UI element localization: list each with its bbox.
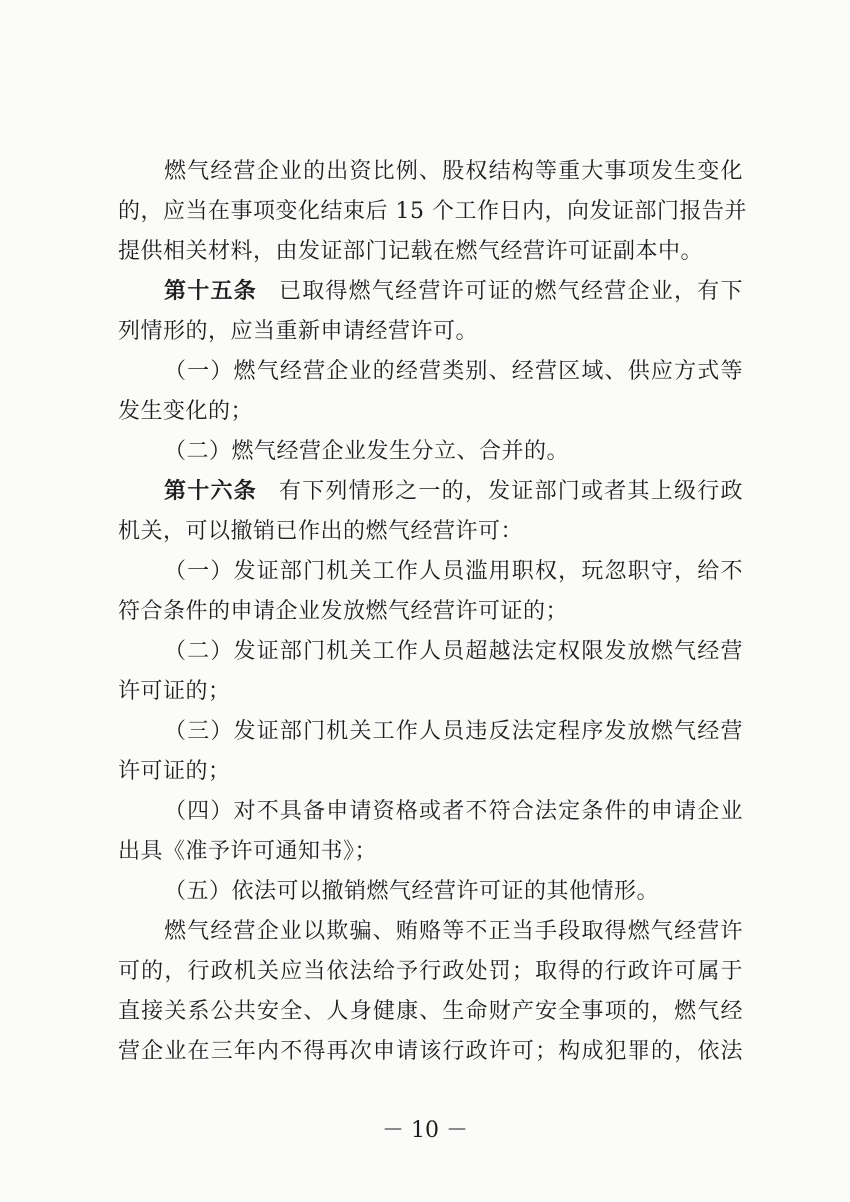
article-15-item-1 [118,352,743,432]
text-line: 符合条件的申请企业发放燃气经营许可证的； [118,599,569,624]
text-line: 出具《准予许可通知书》； [118,839,378,864]
text-line: 提供相关材料，由发证部门记载在燃气经营许可证副本中。 [118,239,704,264]
text-line [118,472,743,512]
text-line: 发生变化的； [118,399,254,424]
article-16-item-3 [118,712,743,792]
text-line: （二）燃气经营企业发生分立、合并的。 [164,439,570,464]
text-line: 可的，行政机关应当依法给予行政处罚；取得的行政许可属于 [118,959,743,984]
article-16-item-5 [118,872,743,912]
text-line: 机关，可以撤销已作出的燃气经营许可： [118,519,524,544]
paragraph-fraud-penalty [118,912,743,1072]
text-line: 燃气经营企业以欺骗、贿赂等不正当手段取得燃气经营许 [164,919,743,944]
text-line: 许可证的； [118,679,231,704]
text-line: （三）发证部门机关工作人员违反法定程序发放燃气经营 [164,719,743,744]
article-16-item-2 [118,632,743,712]
text-line: （一）发证部门机关工作人员滥用职权，玩忽职守，给不 [164,559,743,584]
text-line: （五）依法可以撤销燃气经营许可证的其他情形。 [164,879,660,904]
article-text: 已取得燃气经营许可证的燃气经营企业，有下 [278,279,743,304]
text-line [118,272,743,312]
document-body [118,152,747,1072]
text-line: （二）发证部门机关工作人员超越法定权限发放燃气经营 [164,639,743,664]
article-label: 第十五条 [164,279,257,304]
article-16-item-1 [118,552,743,632]
text-line: 直接关系公共安全、人身健康、生命财产安全事项的，燃气经 [118,999,743,1024]
text-line: 许可证的； [118,759,231,784]
text-line: 营企业在三年内不得再次申请该行政许可；构成犯罪的，依法 [118,1039,743,1064]
page-number: － 10 － [382,1118,468,1143]
article-text: 有下列情形之一的，发证部门或者其上级行政 [278,479,743,504]
text-line: 列情形的，应当重新申请经营许可。 [118,319,479,344]
article-16 [118,472,743,552]
text-line: （一）燃气经营企业的经营类别、经营区域、供应方式等 [164,359,743,384]
article-16-item-4 [118,792,743,872]
text-line: （四）对不具备申请资格或者不符合法定条件的申请企业 [164,799,743,824]
text-line: 燃气经营企业的出资比例、股权结构等重大事项发生变化 [164,159,743,184]
article-15-item-2 [118,432,743,472]
article-label: 第十六条 [164,479,257,504]
text-line: 的，应当在事项变化结束后 15 个工作日内，向发证部门报告并 [118,199,747,224]
article-15 [118,272,743,352]
paragraph-shareholding-change [118,152,747,272]
